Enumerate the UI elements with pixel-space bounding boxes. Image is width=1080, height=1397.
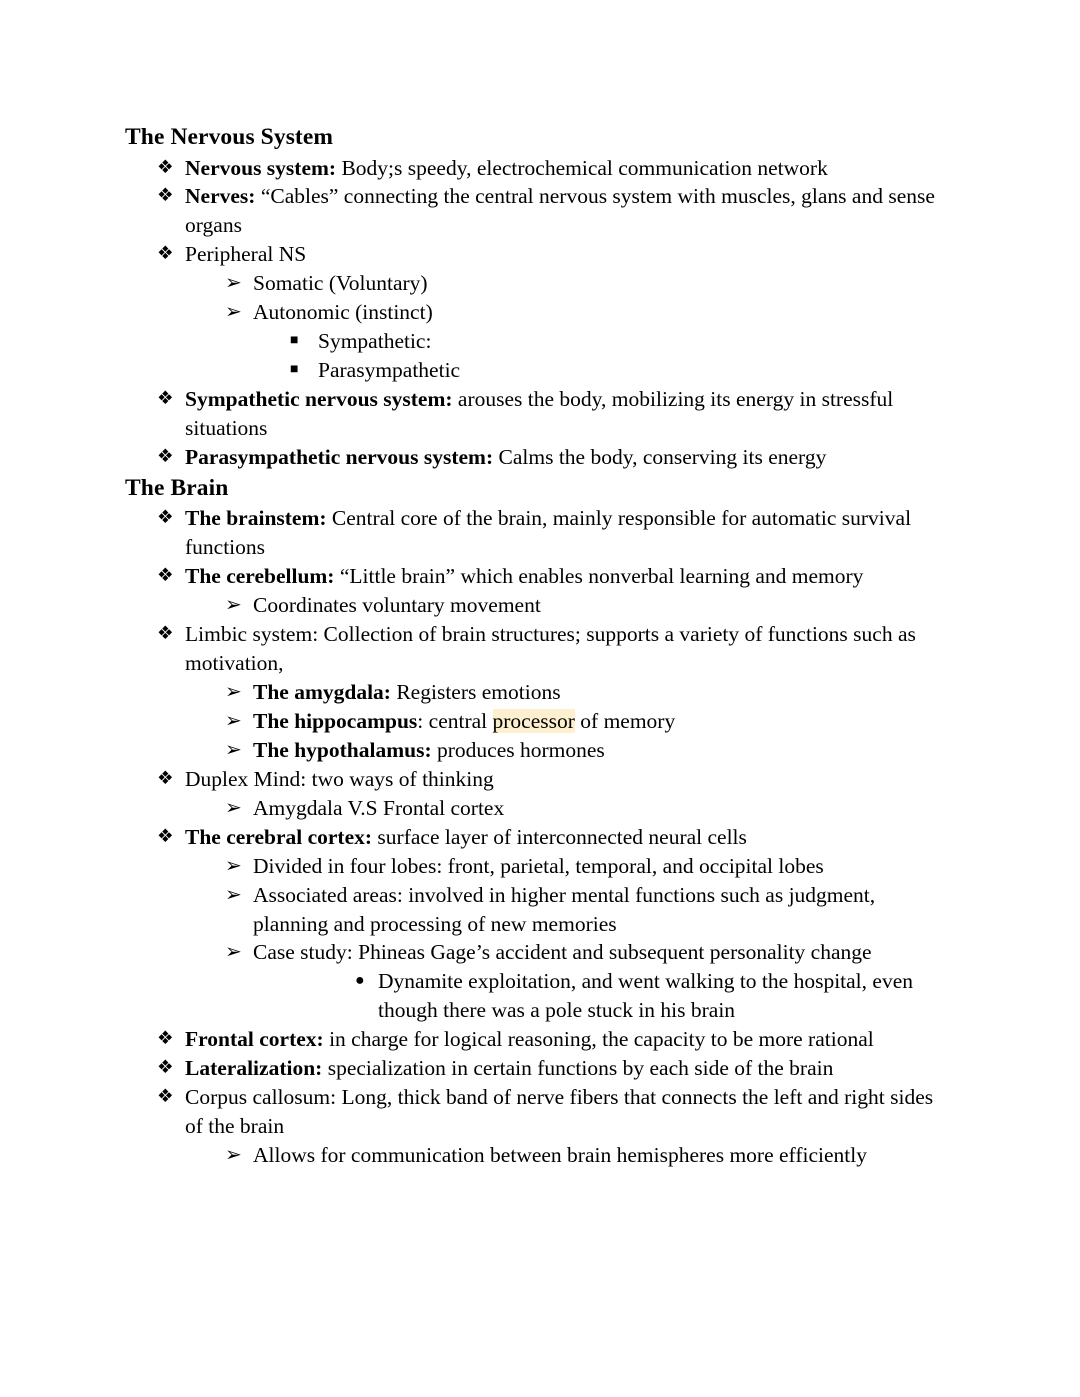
term-label: The hippocampus: [253, 708, 418, 733]
section-heading: The Brain: [125, 474, 229, 501]
term-definition: “Little brain” which enables nonverbal learning and memory: [334, 564, 864, 589]
term-definition: Dynamite exploitation, and went walking to the hospital, even though there was a pole stuck in his brain: [378, 969, 913, 1023]
list-item: [125, 852, 950, 881]
list-item: [125, 881, 950, 939]
fleuron-bullet-icon: ❖: [157, 388, 174, 409]
list-item: [125, 298, 950, 327]
list-item-text: [185, 504, 950, 562]
term-definition: produces hormones: [431, 737, 605, 762]
list-item: [125, 356, 950, 385]
list-item-text: [185, 443, 950, 472]
list-item: [125, 327, 950, 356]
term-definition: Sympathetic:: [318, 329, 432, 354]
term-definition: Duplex Mind: two ways of thinking: [185, 766, 494, 791]
term-definition: Coordinates voluntary movement: [253, 592, 541, 617]
term-definition: Somatic (Voluntary): [253, 271, 428, 296]
list-item: [125, 736, 950, 765]
list-item-text: [185, 385, 950, 443]
list-item-text: [185, 620, 950, 678]
fleuron-bullet-icon: ❖: [157, 446, 174, 467]
term-definition: Calms the body, conserving its energy: [493, 444, 827, 469]
list-item: [125, 1054, 950, 1083]
list-item-text: [185, 1083, 950, 1141]
list-item-text: [185, 182, 950, 240]
term-label: The cerebellum:: [185, 564, 335, 589]
term-label: The brainstem:: [185, 506, 327, 531]
term-definition: Amygdala V.S Frontal cortex: [253, 795, 505, 820]
list-item: [125, 1083, 950, 1141]
term-label: Lateralization:: [185, 1056, 323, 1081]
term-definition-tail: of memory: [574, 708, 676, 733]
term-definition: Divided in four lobes: front, parietal, temporal, and occipital lobes: [253, 853, 824, 878]
term-label: The cerebral cortex:: [185, 824, 373, 849]
list-item-text: [185, 1054, 950, 1083]
fleuron-bullet-icon: ❖: [157, 1058, 174, 1079]
list-item: [125, 823, 950, 852]
fleuron-bullet-icon: ❖: [157, 623, 174, 644]
list-item: [125, 385, 950, 443]
term-label: Nerves:: [185, 184, 256, 209]
list-item-text: [253, 1141, 950, 1170]
list-item: [125, 967, 950, 1025]
term-label: Parasympathetic nervous system:: [185, 444, 494, 469]
list-item: [125, 443, 950, 472]
arrowhead-bullet-icon: ➢: [225, 796, 242, 819]
list-item-text: [253, 678, 950, 707]
list-item: [125, 269, 950, 298]
arrowhead-bullet-icon: ➢: [225, 593, 242, 616]
list-item-text: [185, 154, 950, 183]
arrowhead-bullet-icon: ➢: [225, 709, 242, 732]
fleuron-bullet-icon: ❖: [157, 508, 174, 529]
list-item-text: [185, 823, 950, 852]
arrowhead-bullet-icon: ➢: [225, 301, 242, 324]
term-definition: surface layer of interconnected neural cells: [372, 824, 747, 849]
term-definition: Case study: Phineas Gage’s accident and subsequent personality change: [253, 940, 872, 965]
term-definition: Corpus callosum: Long, thick band of nerve fibers that connects the left and right sides of the brain: [185, 1085, 934, 1138]
document-body: [125, 122, 950, 1170]
fleuron-bullet-icon: ❖: [157, 826, 174, 847]
list-item: [125, 504, 950, 562]
fleuron-bullet-icon: ❖: [157, 768, 174, 789]
list-item: [125, 240, 950, 269]
list-item: [125, 620, 950, 678]
square-bullet-icon: ■: [290, 333, 299, 349]
arrowhead-bullet-icon: ➢: [225, 854, 242, 877]
fleuron-bullet-icon: ❖: [157, 157, 174, 178]
term-definition: Central core of the brain, mainly responsible for automatic survival functions: [185, 506, 912, 560]
term-definition: “Cables” connecting the central nervous system with muscles, glans and sense organs: [185, 184, 935, 238]
arrowhead-bullet-icon: ➢: [225, 738, 242, 761]
arrowhead-bullet-icon: ➢: [225, 680, 242, 703]
list-item-text: [253, 298, 950, 327]
term-definition: Body;s speedy, electrochemical communication network: [336, 155, 828, 180]
term-definition: Autonomic (instinct): [253, 300, 433, 325]
list-item-text: [253, 794, 950, 823]
fleuron-bullet-icon: ❖: [157, 244, 174, 265]
list-item: [125, 182, 950, 240]
term-definition: Parasympathetic: [318, 358, 461, 383]
list-item: [125, 1025, 950, 1054]
section-heading: The Nervous System: [125, 124, 334, 150]
term-definition: Allows for communication between brain hemispheres more efficiently: [253, 1142, 867, 1167]
term-label: The hypothalamus:: [253, 737, 432, 762]
list-item: [125, 707, 950, 736]
round-bullet-icon: ●: [355, 972, 365, 990]
term-label: Nervous system:: [185, 155, 337, 180]
list-item: [125, 678, 950, 707]
list-item-text: [253, 591, 950, 620]
list-item-text: [185, 240, 950, 269]
list-item-text: [253, 881, 950, 939]
list-item-text: [185, 562, 950, 591]
term-label: Frontal cortex:: [185, 1027, 324, 1052]
list-item: [125, 938, 950, 967]
list-item-text: [185, 1025, 950, 1054]
fleuron-bullet-icon: ❖: [157, 566, 174, 587]
fleuron-bullet-icon: ❖: [157, 1029, 174, 1050]
term-label: Sympathetic nervous system:: [185, 386, 453, 411]
arrowhead-bullet-icon: ➢: [225, 272, 242, 295]
list-item-text: [318, 356, 950, 385]
term-definition: Associated areas: involved in higher mental functions such as judgment, planning and processing of new memories: [253, 882, 876, 936]
highlighted-text: processor: [492, 708, 575, 733]
list-item-text: [253, 938, 950, 967]
list-item: [125, 765, 950, 794]
list-item: [125, 154, 950, 183]
term-label: The amygdala:: [253, 679, 391, 704]
term-definition: Peripheral NS: [185, 242, 307, 267]
list-item: [125, 591, 950, 620]
list-item: [125, 562, 950, 591]
list-item: [125, 1141, 950, 1170]
list-item-text: [253, 852, 950, 881]
list-item-text: [253, 269, 950, 298]
list-item-text: [253, 707, 950, 736]
term-definition: : central: [417, 708, 493, 733]
list-item-text: [378, 967, 950, 1025]
term-definition: specialization in certain functions by each side of the brain: [322, 1056, 834, 1081]
fleuron-bullet-icon: ❖: [157, 1087, 174, 1108]
arrowhead-bullet-icon: ➢: [225, 941, 242, 964]
fleuron-bullet-icon: ❖: [157, 186, 174, 207]
arrowhead-bullet-icon: ➢: [225, 1143, 242, 1166]
list-item-text: [185, 765, 950, 794]
term-definition: Limbic system: Collection of brain structures; supports a variety of functions such as motivation,: [185, 621, 916, 675]
list-item-text: [318, 327, 950, 356]
term-definition: in charge for logical reasoning, the capacity to be more rational: [323, 1027, 874, 1052]
square-bullet-icon: ■: [290, 362, 299, 378]
list-item-text: [253, 736, 950, 765]
arrowhead-bullet-icon: ➢: [225, 883, 242, 906]
term-definition: Registers emotions: [390, 679, 561, 704]
term-definition: arouses the body, mobilizing its energy in stressful situations: [185, 386, 894, 440]
list-item: [125, 794, 950, 823]
